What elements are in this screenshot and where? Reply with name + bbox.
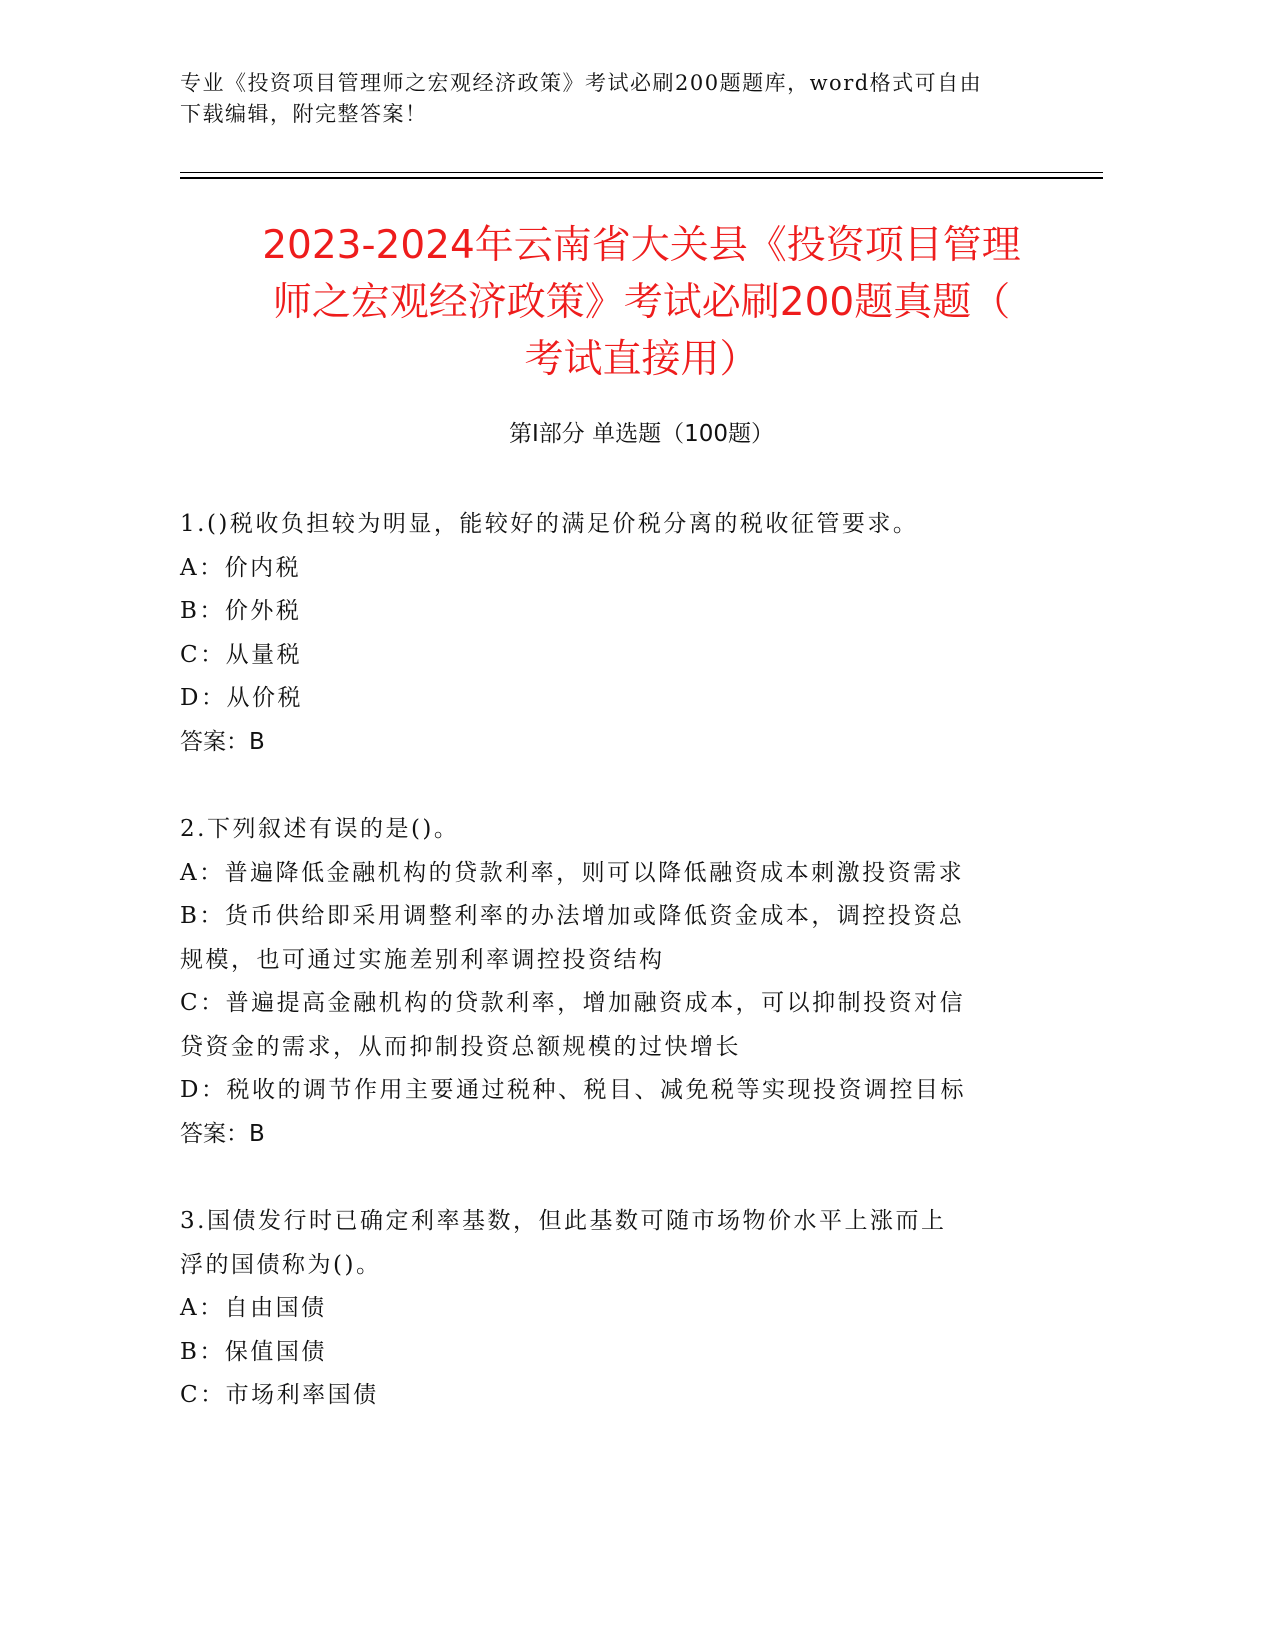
question-1-option-c: C：从量税 <box>180 642 303 668</box>
header-divider-thick <box>180 177 1103 179</box>
document-title-line-2: 师之宏观经济政策》考试必刷200题真题（ <box>272 280 1011 325</box>
question-2-answer: 答案：B <box>180 1121 265 1147</box>
header-note <box>180 68 1040 130</box>
header-divider-thin <box>180 172 1103 173</box>
question-2-stem-line-1: 2.下列叙述有误的是()。 <box>180 816 460 842</box>
section-title: 第I部分 单选题（100题） <box>509 421 774 447</box>
question-3-stem-line-2: 浮的国债称为()。 <box>180 1252 382 1278</box>
question-1-answer: 答案：B <box>180 729 265 755</box>
question-1-option-b: B：价外税 <box>180 598 302 624</box>
header-note-line-1: 专业《投资项目管理师之宏观经济政策》考试必刷200题题库，word格式可自由 <box>180 71 983 95</box>
question-1-option-d: D：从价税 <box>180 685 303 711</box>
question-1-stem-line-1: 1.()税收负担较为明显，能较好的满足价税分离的税收征管要求。 <box>180 511 919 537</box>
document-title <box>180 217 1103 388</box>
header-note-line-2: 下载编辑，附完整答案！ <box>180 102 428 126</box>
question-3-stem-line-1: 3.国债发行时已确定利率基数，但此基数可随市场物价水平上涨而上 <box>180 1208 947 1234</box>
question-2-option-c-line-2: 贷资金的需求，从而抑制投资总额规模的过快增长 <box>180 1034 741 1060</box>
document-title-line-1: 2023-2024年云南省大关县《投资项目管理 <box>262 223 1021 268</box>
document-title-line-3: 考试直接用） <box>524 337 759 382</box>
question-3-option-a: A：自由国债 <box>180 1295 327 1321</box>
question-2-option-c-line-1: C：普遍提高金融机构的贷款利率，增加融资成本，可以抑制投资对信 <box>180 990 966 1016</box>
question-3-option-b: B：保值国债 <box>180 1339 327 1365</box>
question-2-option-b-line-1: B：货币供给即采用调整利率的办法增加或降低资金成本，调控投资总 <box>180 903 965 929</box>
question-2-option-b-line-2: 规模，也可通过实施差别利率调控投资结构 <box>180 947 665 973</box>
question-1-option-a: A：价内税 <box>180 555 302 581</box>
question-2-option-a: A：普遍降低金融机构的贷款利率，则可以降低融资成本刺激投资需求 <box>180 860 965 886</box>
question-3-option-c: C：市场利率国债 <box>180 1382 379 1408</box>
question-2-option-d: D：税收的调节作用主要通过税种、税目、减免税等实现投资调控目标 <box>180 1077 966 1103</box>
